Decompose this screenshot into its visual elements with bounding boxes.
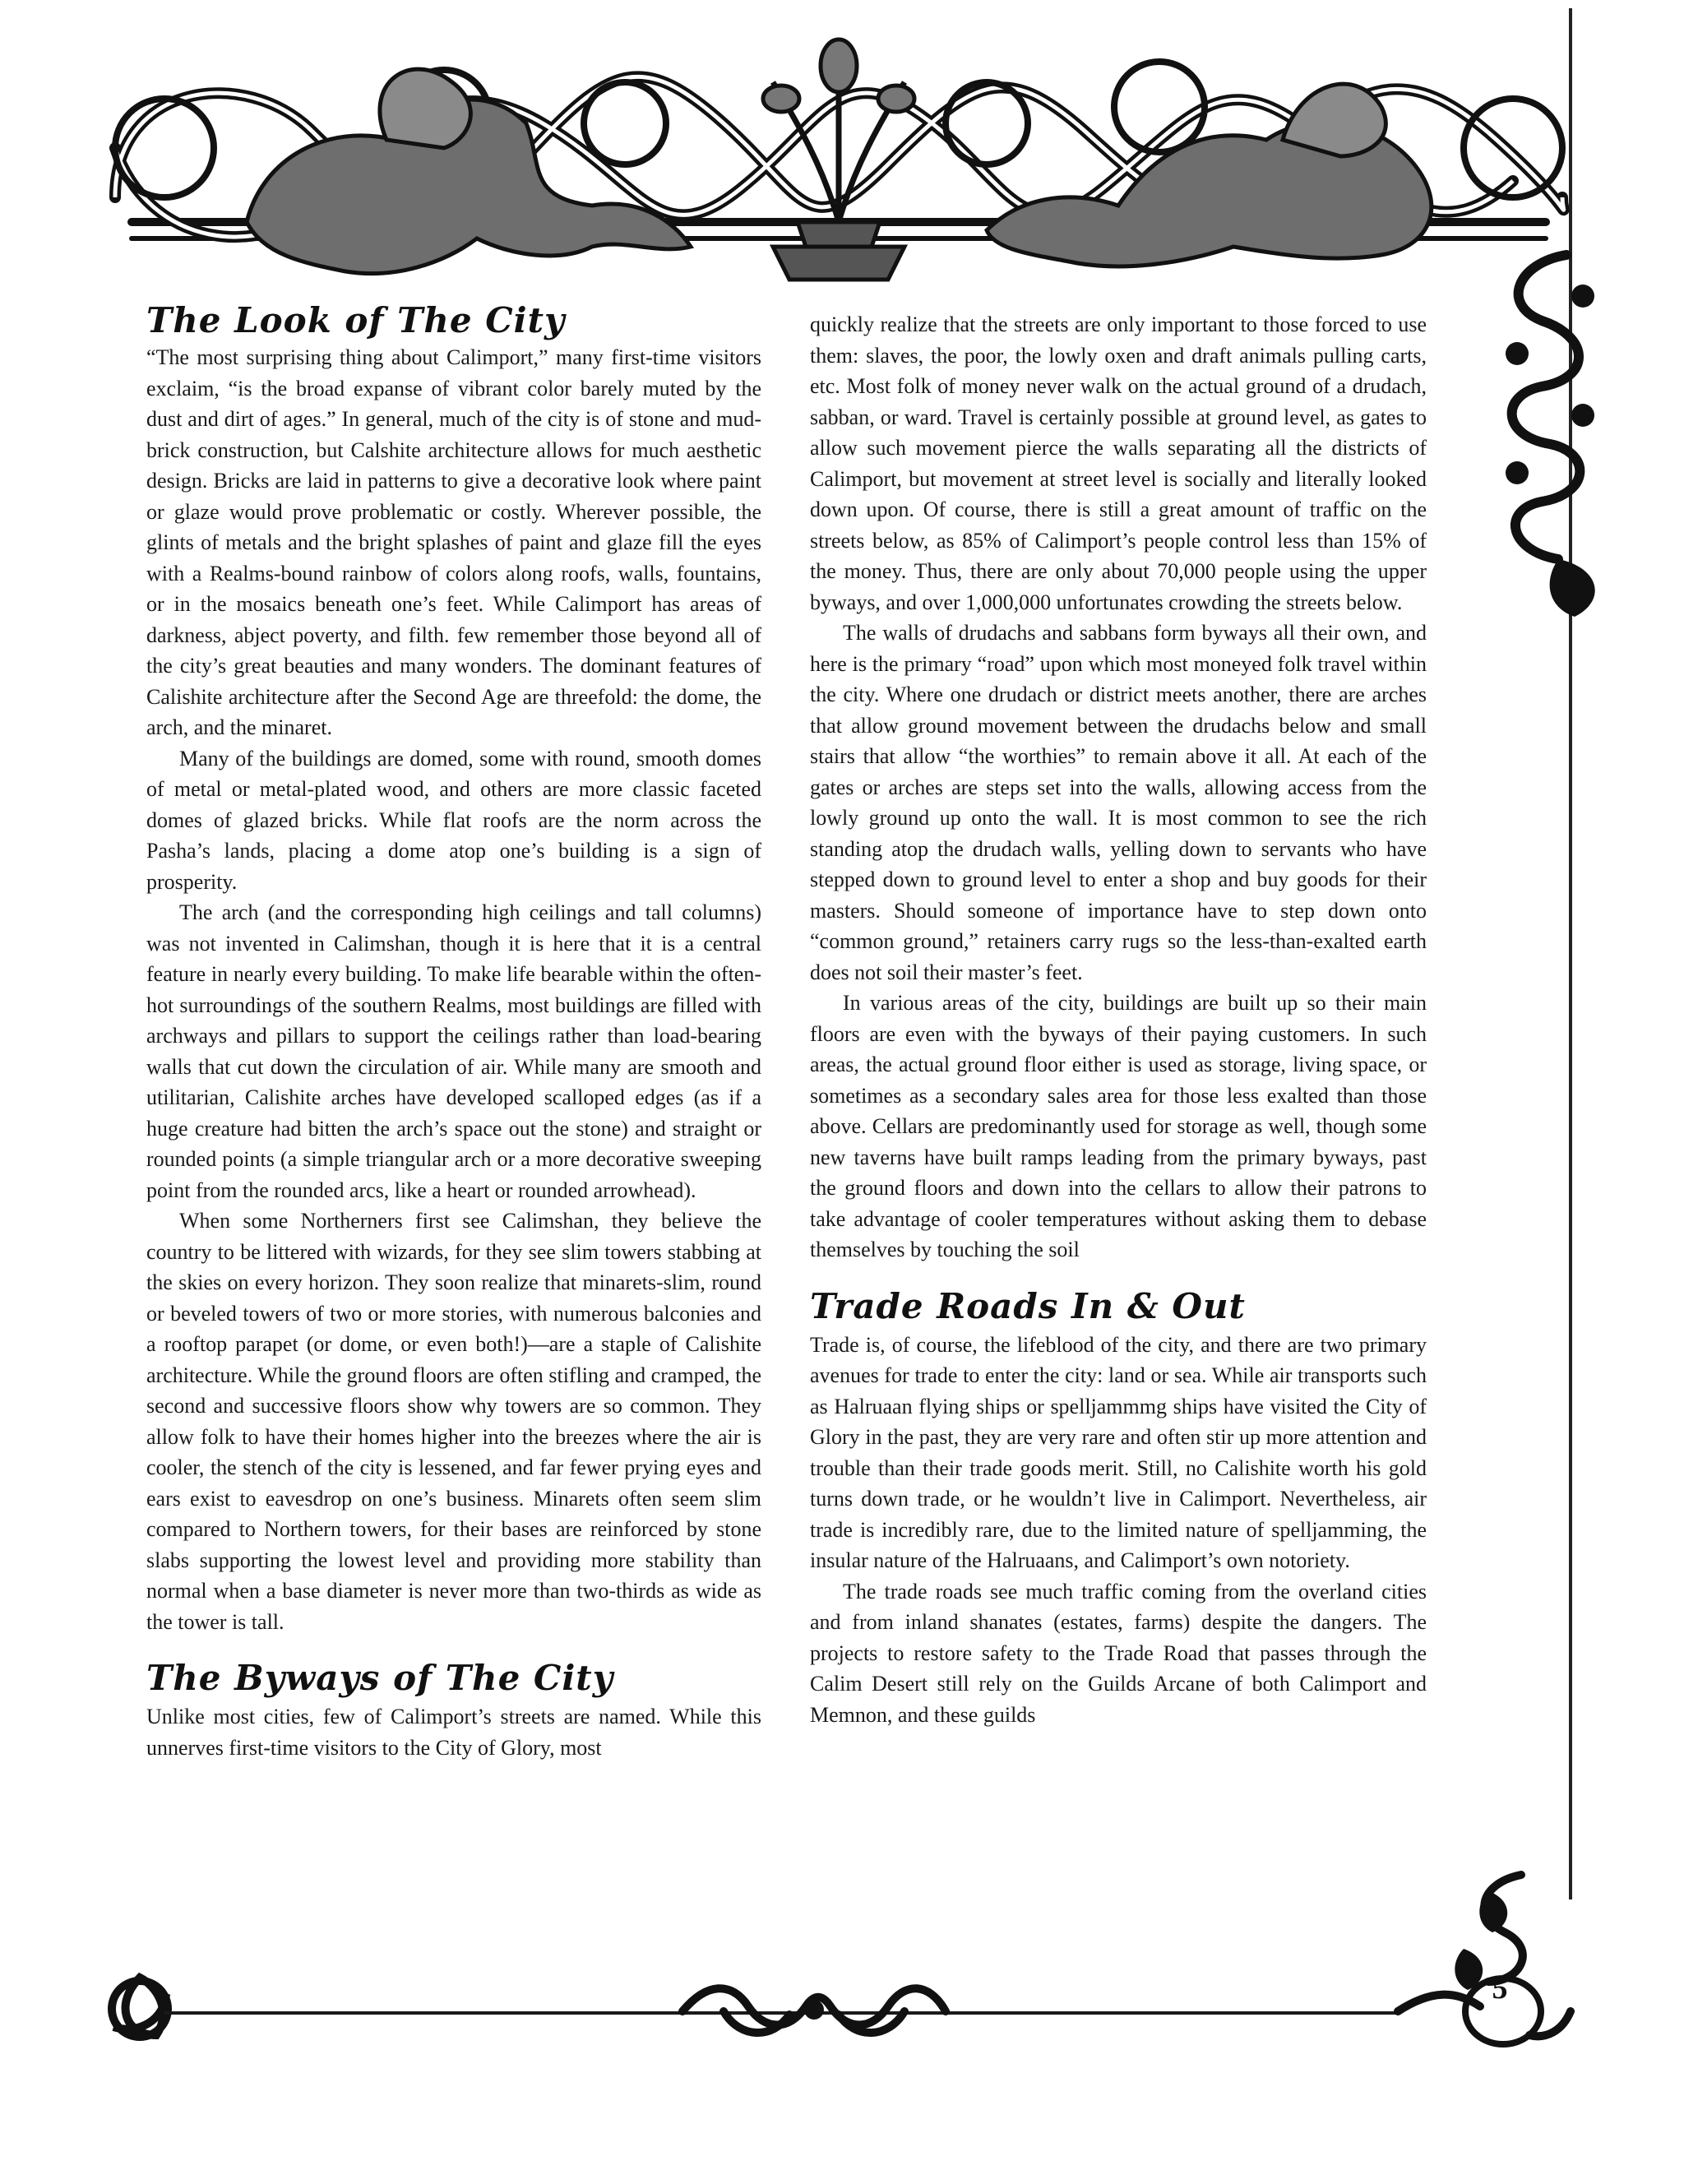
side-scroll-ornament-icon xyxy=(1468,247,1624,625)
triquetra-knot-icon xyxy=(99,1961,181,2052)
paragraph: The arch (and the corresponding high ceilings and tall columns) was not invented in Calimshan, though it is here that it is a central feature in nearly every building. To make life bearable within the often-hot surroundings of the southern Realms, most buildings are filled with archways and pillars to support the ceilings rather than load-bearing walls that cut down the circulation of air. While many are smooth and utilitarian, Calishite arches have developed scalloped edges (as if a huge creature had bitten the arch’s space out the stone) and straight or rounded points (a simple triangular arch or a more decorative sweeping point from the rounded arcs, like a heart or rounded arrowhead). xyxy=(146,900,761,1202)
celtic-knot-banner-icon xyxy=(99,33,1579,296)
paragraph: Unlike most cities, few of Calimport’s streets are named. While this unnerves first-time visitors to the City of Glory, most xyxy=(146,1705,761,1760)
right-column xyxy=(810,309,1427,1730)
paragraph: “The most surprising thing about Calimport,” many first-time visitors exclaim, “is the broad expanse of vibrant color barely muted by the dust and dirt of ages.” In general, much of the city is of stone and mud-brick construction, but Calshite architecture allows for much aesthetic design. Bricks are laid in patterns to give a decorative look where paint or glaze would prove problematic or costly. Wherever possible, the glints of metals and the bright splashes of paint and glaze fill the eyes with a Realms-bound rainbow of colors along roofs, walls, fountains, or in the mosaics beneath one’s feet. While Calimport has areas of darkness, abject poverty, and filth. few remember those beyond all of the city’s great beauties and many wonders. The dominant features of Calishite architecture after the Second Age are threefold: the dome, the arch, and the minaret. xyxy=(146,345,761,739)
paragraph-continuation: quickly realize that the streets are only important to those forced to use them: slaves, the poor, the lowly oxen and draft animals pulling carts, etc. Most folk of money never walk on the actual ground of a drudach, sabban, or ward. Travel is certainly possible at ground level, as gates to allow such movement pierce the walls separating all the districts of Calimport, but movement at street level is socially and literally looked down upon. Of course, there is still a great amount of traffic on the streets below, as 85% of Calimport’s people control less than 15% of the money. Thus, there are only about 70,000 people using the upper byways, and over 1,000,000 unfortunates crowding the streets below. xyxy=(810,312,1427,614)
page-number: 5 xyxy=(1492,1971,1508,2006)
section-heading-byways-of-the-city: The Byways of The City xyxy=(146,1658,614,1698)
footer-center-scroll-icon xyxy=(674,1973,954,2048)
paragraph: Many of the buildings are domed, some with round, smooth domes of metal or metal-plated wood, and others are more classic faceted domes of glazed bricks. While flat roofs are the norm across the Pasha’s lands, placing a dome atop one’s building is a sign of prosperity. xyxy=(146,746,761,894)
paragraph: The walls of drudachs and sabbans form byways all their own, and here is the primary “road” upon which most moneyed folk travel within the city. Where one drudach or district meets another, there are arches that allow ground movement between the drudachs below and small stairs that allow “the worthies” to remain above it all. At each of the gates or arches are steps set into the walls, allowing access from the lowly ground up onto the wall. It is most common to see the rich standing atop the drudach walls, yelling down to servants who have stepped down to ground level to enter a shop and buy goods for their masters. Should someone of importance have to step down onto “common ground,” retainers carry rugs so the less-than-exalted earth does not soil their master’s feet. xyxy=(810,621,1427,984)
section-heading-look-of-the-city: The Look of The City xyxy=(146,300,566,340)
paragraph: The trade roads see much traffic coming from the overland cities and from inland shanates (estates, farms) despite the dangers. The projects to restore safety to the Trade Road that passes through the Calim Desert still rely on the Guilds Arcane of both Calimport and Memnon, and these guilds xyxy=(810,1579,1427,1727)
paragraph: When some Northerners first see Calimshan, they believe the country to be littered with wizards, for they see slim towers stabbing at the skies on every horizon. They soon realize that minarets-slim, round or beveled towers of two or more stories, with numerous balconies and a rooftop parapet (or dome, or even both!)—are a staple of Calishite architecture. While the ground floors are often stifling and cramped, the second and successive floors show why towers are so common. They allow folk to have their homes higher into the breezes where the air is cooler, the stench of the city is lessened, and far fewer prying eyes and ears exist to eavesdrop on one’s business. Minarets often seem slim compared to Northern towers, for their bases are reinforced by stone slabs supporting the lowest level and providing more stability than normal when a base diameter is never more than two-thirds as wide as the tower is tall. xyxy=(146,1209,761,1634)
paragraph: Trade is, of course, the lifeblood of the city, and there are two primary avenues for trade to enter the city: land or sea. While air transports such as Halruaan flying ships or spelljammmg ships have visited the City of Glory in the past, they are very rare and often stir up more attention and trouble than their trade goods merit. Still, no Calishite worth his gold turns down trade, or he wouldn’t live in Calimport. Nevertheless, air trade is incredibly rare, due to the limited nature of spelljamming, the insular nature of the Halruaans, and Calimport’s own notoriety. xyxy=(810,1332,1427,1572)
paragraph: In various areas of the city, buildings are built up so their main floors are even with the byways of their paying customers. In such areas, the actual ground floor either is used as storage, living space, or sometimes as a secondary sales area for those less exalted than those above. Cellars are predominantly used for storage as well, though some new taverns have built ramps leading from the primary byways, past the ground floors and down into the cellars to allow their patrons to take advantage of cooler temperatures without asking them to debase themselves by touching the soil xyxy=(810,991,1427,1261)
footer-right-scroll-icon xyxy=(1390,1867,1579,2056)
left-column xyxy=(146,300,761,1763)
section-heading-trade-roads: Trade Roads In & Out xyxy=(810,1285,1246,1326)
